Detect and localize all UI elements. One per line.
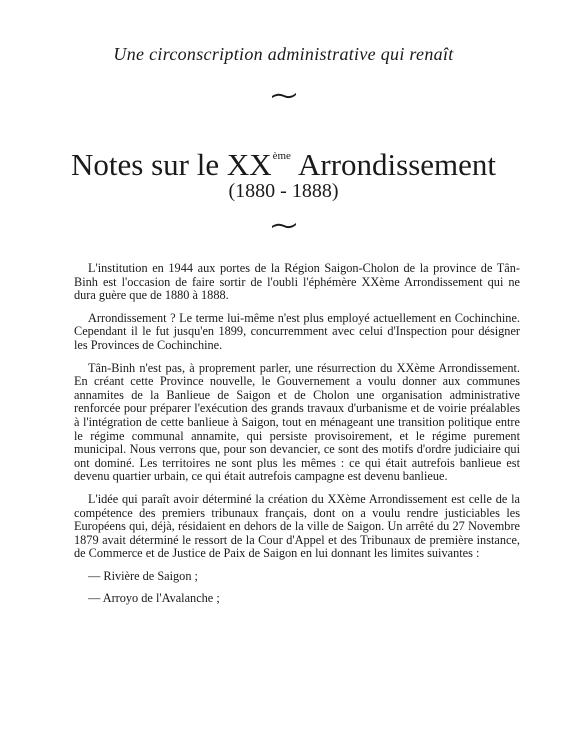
- ornament-divider: [0, 84, 567, 94]
- list-item: — Arroyo de l'Avalanche ;: [88, 591, 220, 606]
- list-item: — Rivière de Saigon ;: [88, 568, 198, 583]
- title-rest: Arrondissement: [291, 147, 496, 182]
- title-main: Notes sur le XX: [71, 147, 272, 182]
- paragraph: L'institution en 1944 aux portes de la Région Saigon-Cholon de la province de Tân-Binh est l'occasion de faire sortir de l'oubli l'éphémère XXème Arrondissement qui ne dura guère que de 1880 à 1888.: [74, 261, 520, 303]
- page-title: [0, 136, 567, 185]
- limits-list: [88, 570, 520, 606]
- kicker-line: Une circonscription administrative qui renaît: [113, 44, 454, 64]
- paragraph: Tân-Binh n'est pas, à proprement parler, une résurrection du XXème Arrondissement. En créant cette Province nouvelle, le Gouvernement a voulu donner aux communes annamites de la Banlieue de Saigon et de Cholon une organisation administrative renforcée pour préparer l'exécution des grands travaux d'urbanisme et de voirie préalables à l'intégration de cette banlieue à Saigon, tout en ménageant une transition politique entre le régime communal annamite, qui persiste provisoirement, et le régime purement municipal. Nous verrons que, pour son devancier, ce sont des motifs d'ordre judiciaire qui ont dominé. Les territoires ne sont plus les mêmes : ce qui était autrefois banlieue est devenu quartier urbain, ce qui était autrefois campagne est devenu banlieue.: [74, 360, 520, 484]
- article-body: [74, 262, 520, 615]
- paragraph: L'idée qui paraît avoir déterminé la création du XXème Arrondissement est celle de la compétence des premiers tribunaux français, dont on a voulu rendre justiciables les Européens qui, déjà, résidaient en dehors de la ville de Saigon. Un arrêté du 27 Novembre 1879 avait déterminé le ressort de la Cour d'Appel et des Tribunaux de première instance, de Commerce et de Justice de Paix de Saigon en lui donnant les limites suivantes :: [74, 491, 520, 561]
- ornament-icon: [271, 221, 297, 229]
- ornament-icon: [271, 91, 297, 99]
- title-dates: (1880 - 1888): [228, 180, 339, 202]
- ornament-divider: [0, 214, 567, 224]
- paragraph: Arrondissement ? Le terme lui-même n'est plus employé actuellement en Cochinchine. Cependant il le fut jusqu'en 1899, concurremment avec celui d'Inspection pour désigner les Provinces de Cochinchine.: [74, 310, 520, 352]
- title-superscript: ème: [272, 150, 291, 162]
